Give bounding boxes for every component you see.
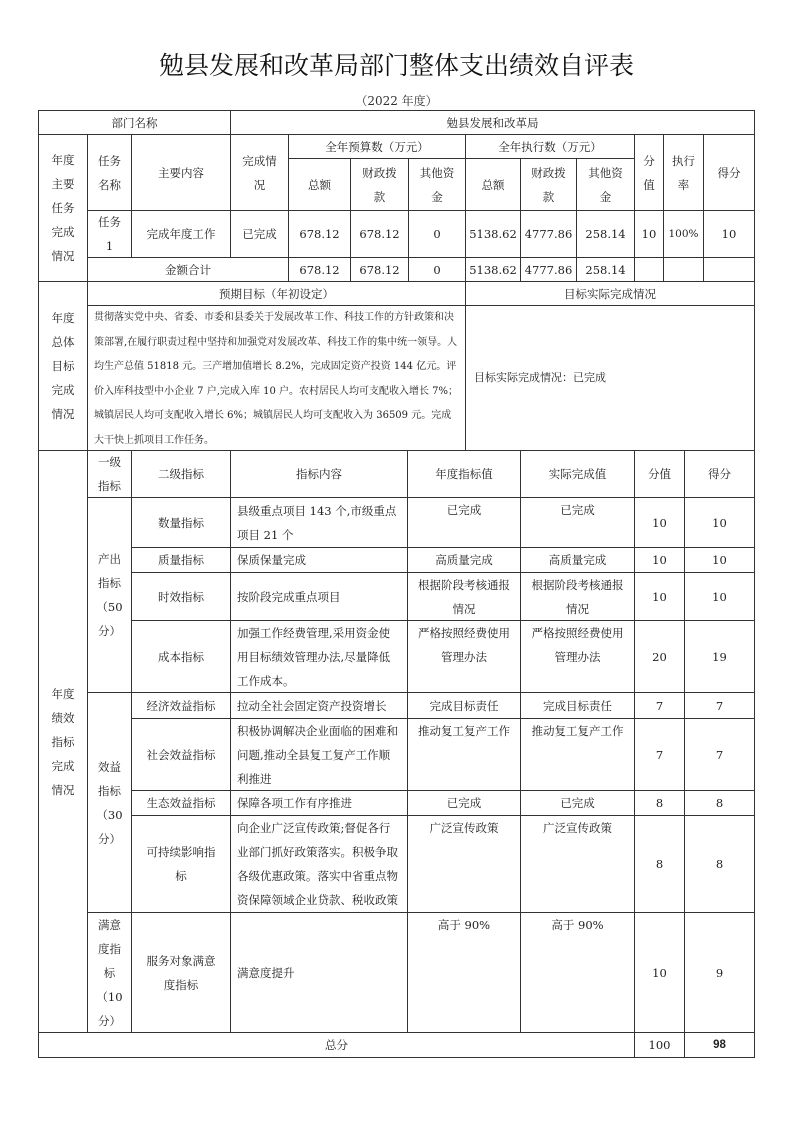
ind-row-score-value: 20	[634, 620, 685, 693]
ind-row-score-value: 8	[634, 790, 685, 816]
sum-empty-1	[634, 257, 664, 282]
ind-row-level2: 可持续影响指标	[131, 815, 231, 913]
header-score: 得分	[703, 134, 755, 211]
ind-row-score: 10	[684, 547, 755, 573]
sum-empty-3	[703, 257, 755, 282]
ind-row-annual: 已完成	[407, 497, 521, 548]
goals-section-label: 年度总体目标完成情况	[38, 281, 88, 451]
goals-expected-header: 预期目标（年初设定）	[87, 281, 466, 306]
ind-row-score-value: 10	[634, 497, 685, 548]
goals-expected-text: 贯彻落实党中央、省委、市委和县委关于发展改革工作、科技工作的方针政策和决策部署,在履行职责过程中坚持和加强党对发展改革、科技工作的集中统一领导。人均生产总值 51818 元。三产增加值增长 8.2%，完成固定资产投资 144 亿元。评价入库科技型中小企业 7 户,完成入库 10 户。农村居民人均可支配收入增长 7%；城镇居民人均可支配收入增长 6%；城镇居民人均可支配收入为 36509 元。完成大干快上抓项目工作任务。	[87, 305, 466, 451]
ind-row-content: 积极协调解决企业面临的困难和问题,推动全县复工复产工作顺利推进	[230, 718, 408, 791]
header-exec-fiscal: 财政拨款	[520, 158, 577, 211]
task-budget-total-cell: 678.12	[288, 210, 351, 258]
goals-actual-header: 目标实际完成情况	[465, 281, 755, 306]
ind-row-score: 10	[684, 572, 755, 621]
task-completion-cell: 已完成	[230, 210, 289, 258]
task-exec-rate-cell: 100%	[663, 210, 704, 258]
ind-row-content: 拉动全社会固定资产投资增长	[230, 692, 408, 719]
ind-row-level2: 数量指标	[131, 497, 231, 548]
sum-budget-other: 0	[408, 257, 466, 282]
group-output: 产出指标（50分）	[87, 497, 132, 693]
header-task-name: 任务名称	[87, 134, 132, 211]
ind-row-level2: 成本指标	[131, 620, 231, 693]
ind-row-score-value: 8	[634, 815, 685, 913]
ind-row-level2: 经济效益指标	[131, 692, 231, 719]
tasks-section-label: 年度主要任务完成情况	[38, 134, 88, 282]
ind-row-annual: 广泛宣传政策	[407, 815, 521, 913]
task-name-cell: 任务1	[87, 210, 132, 258]
ind-row-score: 19	[684, 620, 755, 693]
page-title: 勉县发展和改革局部门整体支出绩效自评表	[158, 51, 634, 80]
indicators-section-label: 年度绩效指标完成情况	[38, 450, 88, 1033]
ind-row-score-value: 10	[634, 912, 685, 1033]
department-value: 勉县发展和改革局	[230, 110, 755, 135]
header-budget-total: 总额	[288, 158, 351, 211]
page-subtitle: （2022 年度）	[355, 94, 438, 108]
ind-row-annual: 完成目标责任	[407, 692, 521, 719]
ind-row-score-value: 7	[634, 692, 685, 719]
ind-header-score-value: 分值	[634, 450, 685, 498]
group-benefit: 效益指标（30分）	[87, 692, 132, 913]
sum-exec-total: 5138.62	[465, 257, 521, 282]
ind-row-actual: 高于 90%	[520, 912, 635, 1033]
header-exec-rate: 执行率	[663, 134, 704, 211]
ind-header-score: 得分	[684, 450, 755, 498]
goals-actual-text: 目标实际完成情况：已完成	[465, 305, 755, 451]
ind-row-actual: 高质量完成	[520, 547, 635, 573]
sum-budget-total: 678.12	[288, 257, 351, 282]
ind-row-content: 保质保量完成	[230, 547, 408, 573]
ind-row-actual: 严格按照经费使用管理办法	[520, 620, 635, 693]
ind-header-annual-value: 年度指标值	[407, 450, 521, 498]
ind-row-level2: 时效指标	[131, 572, 231, 621]
ind-row-actual: 完成目标责任	[520, 692, 635, 719]
sum-exec-fiscal: 4777.86	[520, 257, 577, 282]
ind-row-score: 10	[684, 497, 755, 548]
ind-row-level2: 生态效益指标	[131, 790, 231, 816]
ind-header-level1: 一级指标	[87, 450, 132, 498]
ind-row-level2: 质量指标	[131, 547, 231, 573]
ind-row-score: 7	[684, 718, 755, 791]
ind-row-content: 加强工作经费管理,采用资金使用目标绩效管理办法,尽量降低工作成本。	[230, 620, 408, 693]
department-label: 部门名称	[38, 110, 231, 135]
ind-row-annual: 高质量完成	[407, 547, 521, 573]
sum-exec-other: 258.14	[576, 257, 635, 282]
ind-header-content: 指标内容	[230, 450, 408, 498]
ind-row-actual: 根据阶段考核通报情况	[520, 572, 635, 621]
ind-row-actual: 广泛宣传政策	[520, 815, 635, 913]
ind-row-level2: 社会效益指标	[131, 718, 231, 791]
task-score-value-cell: 10	[634, 210, 664, 258]
ind-row-content: 县级重点项目 143 个,市级重点项目 21 个	[230, 497, 408, 548]
task-exec-total-cell: 5138.62	[465, 210, 521, 258]
ind-row-annual: 根据阶段考核通报情况	[407, 572, 521, 621]
header-score-value: 分值	[634, 134, 664, 211]
ind-row-actual: 推动复工复产工作	[520, 718, 635, 791]
task-budget-other-cell: 0	[408, 210, 466, 258]
task-budget-fiscal-cell: 678.12	[350, 210, 409, 258]
ind-row-actual: 已完成	[520, 497, 635, 548]
ind-row-level2: 服务对象满意度指标	[131, 912, 231, 1033]
task-exec-fiscal-cell: 4777.86	[520, 210, 577, 258]
sum-budget-fiscal: 678.12	[350, 257, 409, 282]
ind-row-score: 8	[684, 790, 755, 816]
total-score-value: 100	[634, 1032, 685, 1058]
ind-row-content: 满意度提升	[230, 912, 408, 1033]
ind-header-level2: 二级指标	[131, 450, 231, 498]
total-label: 总分	[38, 1032, 635, 1058]
ind-row-annual: 严格按照经费使用管理办法	[407, 620, 521, 693]
ind-row-content: 向企业广泛宣传政策;督促各行业部门抓好政策落实。积极争取各级优惠政策。落实中省重点物资保障领域企业贷款、税收政策	[230, 815, 408, 913]
ind-row-score-value: 10	[634, 572, 685, 621]
header-main-content: 主要内容	[131, 134, 231, 211]
ind-row-score: 7	[684, 692, 755, 719]
ind-header-actual-value: 实际完成值	[520, 450, 635, 498]
header-exec-total: 总额	[465, 158, 521, 211]
ind-row-annual: 已完成	[407, 790, 521, 816]
header-budget-other: 其他资金	[408, 158, 466, 211]
ind-row-content: 保障各项工作有序推进	[230, 790, 408, 816]
ind-row-score: 9	[684, 912, 755, 1033]
header-budget-fiscal: 财政拨款	[350, 158, 409, 211]
ind-row-annual: 推动复工复产工作	[407, 718, 521, 791]
ind-row-score-value: 7	[634, 718, 685, 791]
header-exec-other: 其他资金	[576, 158, 635, 211]
task-exec-other-cell: 258.14	[576, 210, 635, 258]
task-content-cell: 完成年度工作	[131, 210, 231, 258]
ind-row-annual: 高于 90%	[407, 912, 521, 1033]
sum-label: 金额合计	[87, 257, 289, 282]
total-score: 98	[684, 1032, 755, 1058]
task-score-cell: 10	[703, 210, 755, 258]
header-budget-group: 全年预算数（万元）	[288, 134, 466, 159]
header-exec-group: 全年执行数（万元）	[465, 134, 635, 159]
ind-row-actual: 已完成	[520, 790, 635, 816]
ind-row-score-value: 10	[634, 547, 685, 573]
ind-row-content: 按阶段完成重点项目	[230, 572, 408, 621]
ind-row-score: 8	[684, 815, 755, 913]
group-satisfaction: 满意度指标（10分）	[87, 912, 132, 1033]
sum-empty-2	[663, 257, 704, 282]
header-completion: 完成情况	[230, 134, 289, 211]
